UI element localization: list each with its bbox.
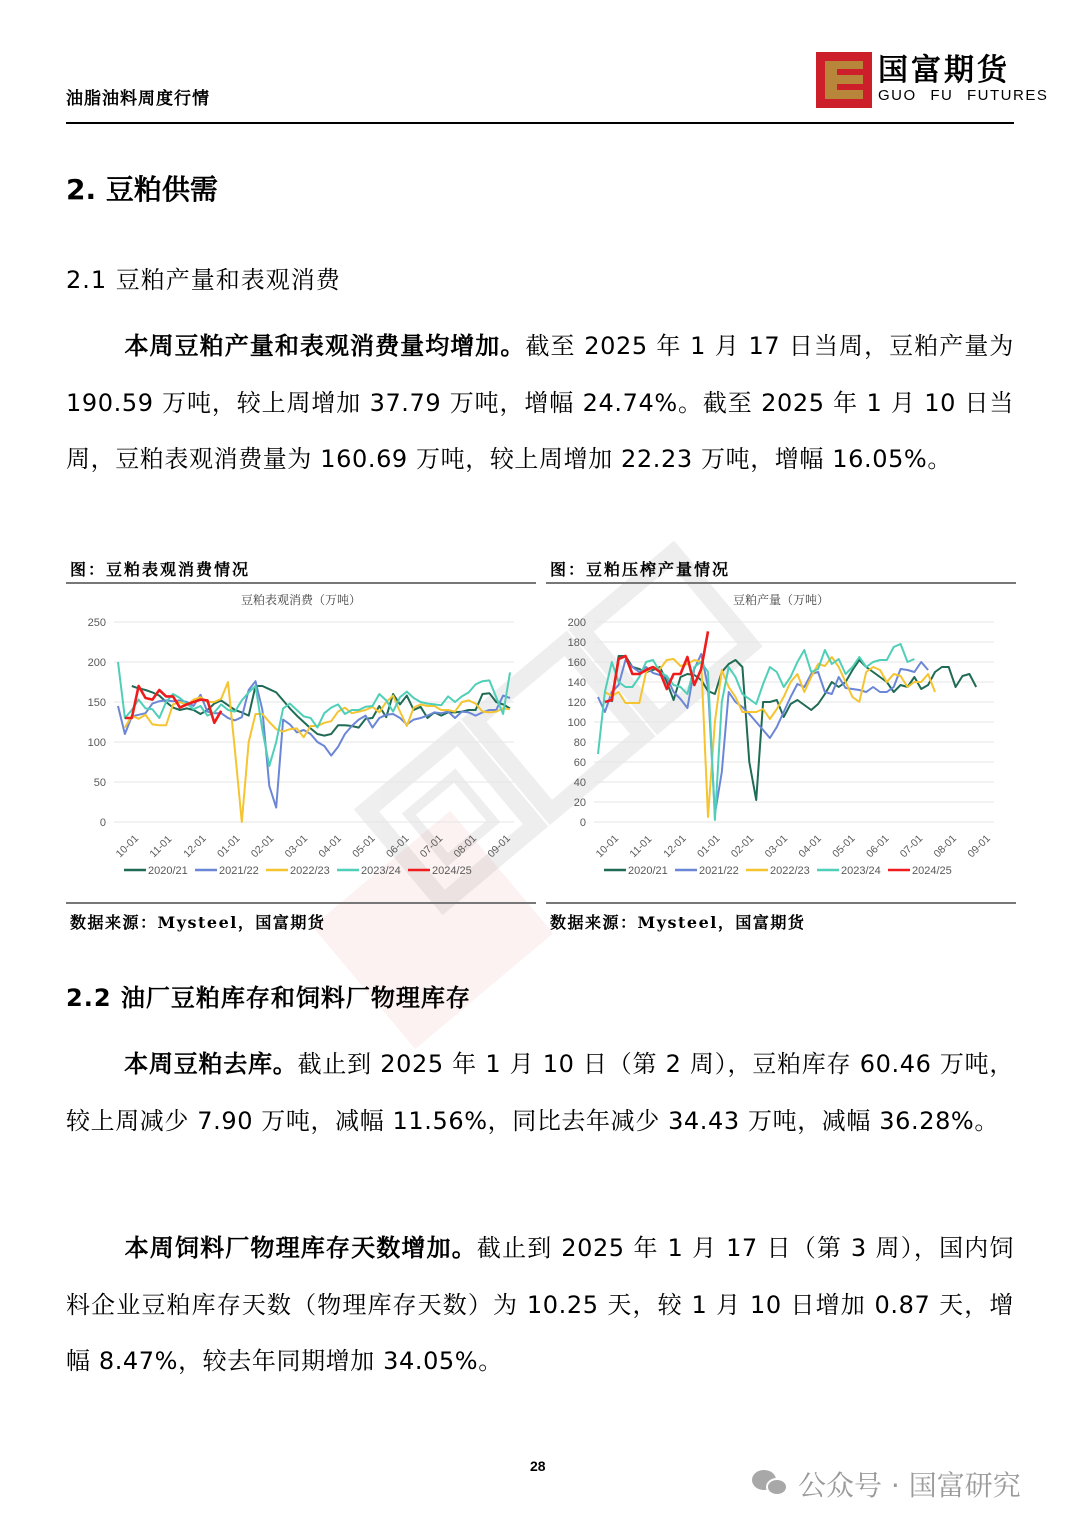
x-tick-label: 07-01 [897,832,926,861]
y-tick-label: 150 [87,697,106,709]
paragraph-lead: 本周豆粕去库。 [124,1050,298,1078]
paragraph-body: 截止到 2025 年 1 月 10 日（第 2 周），豆粕库存 60.46 万吨，较上周减少 7.90 万吨，减幅 11.56%，同比去年减少 34.43 万吨，减幅 36.28%。 [66,1050,1014,1135]
x-tick-label: 05-01 [350,832,378,861]
x-tick-label: 06-01 [863,832,892,861]
x-tick-label: 08-01 [931,832,960,861]
x-tick-label: 03-01 [762,832,791,861]
paragraph-lead: 本周豆粕产量和表观消费量均增加。 [124,332,526,360]
y-tick-label: 120 [567,697,586,709]
figure-bottom-rule [66,902,536,904]
consumption-chart [66,584,536,902]
x-tick-label: 09-01 [485,832,513,861]
y-tick-label: 0 [579,817,586,829]
y-tick-label: 200 [87,657,106,669]
legend-label: 2023/24 [361,865,401,877]
legend-label: 2022/23 [770,865,810,877]
line-chart [546,584,1016,902]
x-tick-label: 02-01 [248,832,277,861]
legend-label: 2020/21 [628,865,668,877]
y-tick-label: 100 [87,737,106,749]
chart-title: 豆粕表观消费（万吨） [240,593,362,607]
page-number: 28 [530,1458,546,1474]
figure-production [546,558,1016,933]
legend-label: 2024/25 [912,865,952,877]
figure-source: 数据来源：Mysteel，国富期货 [70,913,326,932]
x-tick-label: 05-01 [830,832,858,861]
x-tick-label: 04-01 [316,832,344,861]
line-chart [66,584,536,902]
series-line-2021-22 [598,654,928,814]
figure-source: 数据来源：Mysteel，国富期货 [550,913,806,932]
y-tick-label: 20 [573,797,586,809]
y-tick-label: 80 [573,737,586,749]
wechat-account-name: 公众号 · 国富研究 [798,1469,1021,1502]
x-tick-label: 08-01 [451,832,480,861]
series-line-2022-23 [125,682,510,822]
legend-label: 2020/21 [148,865,188,877]
x-tick-label: 12-01 [661,832,689,861]
subsection-heading-2-2: 2.2 油厂豆粕库存和饲料厂物理库存 [66,984,471,1012]
figure-bottom-rule [546,902,1016,904]
wechat-account-tag [752,1464,1021,1504]
y-tick-label: 0 [99,817,106,829]
y-tick-label: 160 [567,657,586,669]
x-tick-label: 06-01 [383,832,412,861]
x-tick-label: 12-01 [181,832,209,861]
paragraph-production-consumption [66,318,1014,488]
paragraph-feed-mill-inventory [66,1220,1014,1390]
wechat-icon [752,1468,790,1500]
figure-caption: 图：豆粕压榨产量情况 [550,560,731,579]
x-tick-label: 01-01 [215,832,243,861]
x-tick-label: 09-01 [965,832,993,861]
x-tick-label: 11-01 [147,833,175,861]
paragraph-lead: 本周饲料厂物理库存天数增加。 [124,1234,477,1262]
legend-label: 2022/23 [290,865,330,877]
x-tick-label: 11-01 [627,833,655,861]
company-logo [816,52,1048,108]
chart-title: 豆粕产量（万吨） [732,593,830,607]
legend-label: 2024/25 [432,865,472,877]
logo-mark-icon [816,52,872,108]
figure-consumption [66,558,536,933]
paragraph-body: 截止到 2025 年 1 月 17 日（第 3 周），国内饲料企业豆粕库存天数（物理库存天数）为 10.25 天，较 1 月 10 日增加 0.87 天，增幅 8.47%，较去年同期增加 34.05%。 [66,1234,1014,1375]
section-heading: 2. 豆粕供需 [66,173,218,206]
x-tick-label: 01-01 [695,832,723,861]
paragraph-oil-mill-inventory [66,1036,1014,1149]
legend-label: 2021/22 [219,865,259,877]
logo-chinese-name: 国富期货 [878,53,1010,88]
x-tick-label: 04-01 [796,832,824,861]
legend-label: 2023/24 [841,865,881,877]
y-tick-label: 50 [93,777,106,789]
y-tick-label: 250 [87,617,106,629]
y-tick-label: 200 [567,617,586,629]
legend-label: 2021/22 [699,865,739,877]
x-tick-label: 07-01 [417,832,446,861]
paragraph-body: 截至 2025 年 1 月 17 日当周，豆粕产量为 190.59 万吨，较上周增加 37.79 万吨，增幅 24.74%。截至 2025 年 1 月 10 日当周，豆粕表观消费量为 160.69 万吨，较上周增加 22.23 万吨，增幅 16.05%。 [66,332,1014,473]
y-tick-label: 140 [567,677,586,689]
logo-english-name: GUO FU FUTURES [878,87,1049,104]
production-chart [546,584,1016,902]
header-divider [66,122,1014,124]
y-tick-label: 100 [567,717,586,729]
subsection-heading-2-1: 2.1 豆粕产量和表观消费 [66,266,341,294]
y-tick-label: 40 [573,777,586,789]
figure-caption: 图：豆粕表观消费情况 [70,560,251,579]
document-title: 油脂油料周度行情 [66,89,210,109]
x-tick-label: 02-01 [728,832,757,861]
x-tick-label: 10-01 [593,832,622,861]
y-tick-label: 180 [567,637,586,649]
x-tick-label: 10-01 [113,832,142,861]
x-tick-label: 03-01 [282,832,311,861]
y-tick-label: 60 [573,757,586,769]
